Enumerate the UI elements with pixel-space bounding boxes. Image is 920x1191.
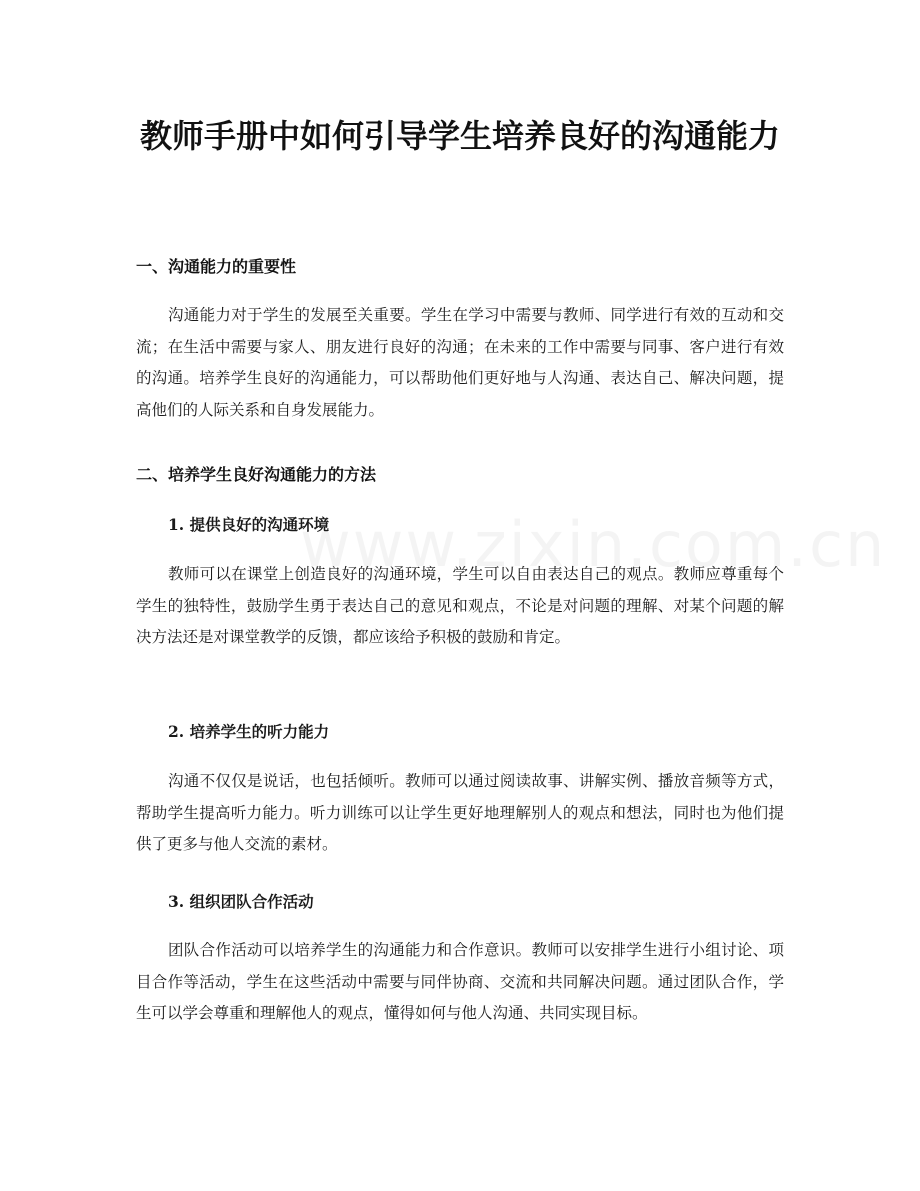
subheading-environment: 1. 提供良好的沟通环境 (168, 515, 330, 534)
subheading-teamwork: 3. 组织团队合作活动 (168, 892, 314, 911)
document-title: 教师手册中如何引导学生培养良好的沟通能力 (139, 117, 780, 155)
paragraph-environment: 教师可以在课堂上创造良好的沟通环境，学生可以自由表达自己的观点。教师应尊重每个学生的独特性，鼓励学生勇于表达自己的意见和观点，不论是对问题的理解、对某个问题的解决方法还是对课堂教学的反馈，都应该给予积极的鼓励和肯定。 (136, 565, 784, 646)
subheading-listening: 2. 培养学生的听力能力 (168, 722, 330, 741)
section-heading-importance: 一、沟通能力的重要性 (136, 257, 297, 276)
section-heading-methods: 二、培养学生良好沟通能力的方法 (136, 465, 377, 484)
paragraph-listening: 沟通不仅仅是说话，也包括倾听。教师可以通过阅读故事、讲解实例、播放音频等方式，帮助学生提高听力能力。听力训练可以让学生更好地理解别人的观点和想法，同时也为他们提供了更多与他人交流的素材。 (136, 772, 784, 853)
section-paragraph-importance: 沟通能力对于学生的发展至关重要。学生在学习中需要与教师、同学进行有效的互动和交流；在生活中需要与家人、朋友进行良好的沟通；在未来的工作中需要与同事、客户进行有效的沟通。培养学生良好的沟通能力，可以帮助他们更好地与人沟通、表达自己、解决问题，提高他们的人际关系和自身发展能力。 (136, 306, 784, 419)
paragraph-teamwork: 团队合作活动可以培养学生的沟通能力和合作意识。教师可以安排学生进行小组讨论、项目合作等活动，学生在这些活动中需要与同伴协商、交流和共同解决问题。通过团队合作，学生可以学会尊重和理解他人的观点，懂得如何与他人沟通、共同实现目标。 (136, 941, 784, 1022)
